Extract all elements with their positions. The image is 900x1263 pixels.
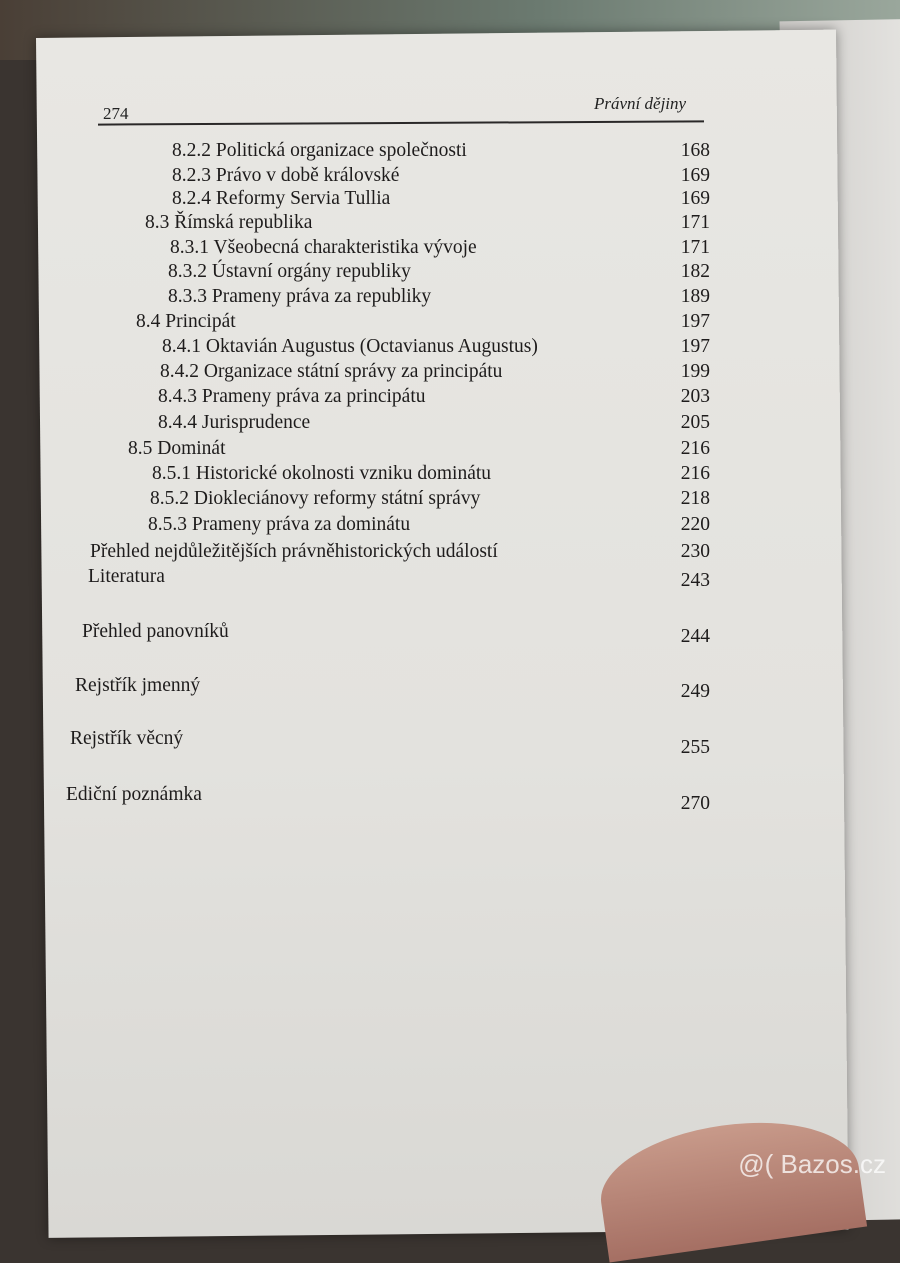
toc-entry-title: 8.3.2 Ústavní orgány republiky bbox=[168, 261, 411, 282]
toc-entry-title: Ediční poznámka bbox=[66, 784, 202, 805]
toc-entry-page: 171 bbox=[680, 237, 710, 258]
toc-entry-title: 8.4.4 Jurisprudence bbox=[158, 412, 311, 433]
toc-entry-page: 255 bbox=[680, 737, 710, 758]
toc-entry-page: 203 bbox=[680, 386, 710, 407]
toc-entry-title: 8.2.4 Reformy Servia Tullia bbox=[172, 188, 391, 209]
toc-entry-page: 244 bbox=[680, 626, 710, 647]
toc-entry-title: 8.5 Dominát bbox=[128, 438, 226, 459]
toc-entry-page: 169 bbox=[680, 165, 710, 186]
toc-entry-title: Přehled panovníků bbox=[82, 621, 229, 642]
toc-entry-page: 182 bbox=[680, 261, 710, 282]
watermark: @( Bazos.cz bbox=[738, 1149, 886, 1179]
running-title: Právní dějiny bbox=[594, 94, 687, 113]
toc-entry-title: 8.3.1 Všeobecná charakteristika vývoje bbox=[170, 237, 477, 258]
toc-entry-page: 243 bbox=[680, 570, 710, 591]
toc-entry-title: 8.5.2 Diokleciánovy reformy státní správy bbox=[150, 488, 481, 509]
toc-entry-page: 197 bbox=[680, 336, 710, 357]
toc-entry-page: 218 bbox=[680, 488, 710, 509]
toc-entry-page: 168 bbox=[680, 140, 710, 161]
toc-entry-page: 171 bbox=[680, 212, 710, 233]
page-number: 274 bbox=[103, 104, 129, 123]
toc-entry-page: 216 bbox=[680, 438, 710, 459]
toc-entry-title: 8.2.2 Politická organizace společnosti bbox=[172, 140, 467, 161]
toc-entry-title: 8.3 Římská republika bbox=[145, 212, 313, 233]
toc-entry-title: 8.4.3 Prameny práva za principátu bbox=[158, 386, 426, 407]
toc-entry-title: 8.4.1 Oktavián Augustus (Octavianus Augustus) bbox=[162, 336, 538, 357]
toc-entry-title: Rejstřík jmenný bbox=[75, 675, 201, 696]
toc-entry-title: 8.3.3 Prameny práva za republiky bbox=[168, 286, 432, 307]
toc-entry-title: 8.5.1 Historické okolnosti vzniku dominátu bbox=[152, 463, 492, 484]
toc-entry-page: 230 bbox=[680, 541, 710, 562]
toc-entry-page: 199 bbox=[680, 361, 710, 382]
toc-entry-page: 189 bbox=[680, 286, 710, 307]
toc-entry-title: Přehled nejdůležitějších právněhistorických událostí bbox=[90, 541, 498, 562]
toc-entry-page: 205 bbox=[680, 412, 710, 433]
toc-entry-title: 8.4.2 Organizace státní správy za principátu bbox=[160, 361, 503, 382]
toc-entry-title: 8.5.3 Prameny práva za dominátu bbox=[148, 514, 411, 535]
toc-entry-page: 220 bbox=[680, 514, 710, 535]
toc-entry-title: Rejstřík věcný bbox=[70, 728, 184, 749]
toc-entry-title: 8.4 Principát bbox=[136, 311, 236, 332]
toc-entry-page: 249 bbox=[680, 681, 710, 702]
toc-entry-page: 270 bbox=[680, 793, 710, 814]
toc-entry-page: 197 bbox=[680, 311, 710, 332]
toc-entry-title: 8.2.3 Právo v době královské bbox=[172, 165, 400, 186]
toc-entry-page: 169 bbox=[680, 188, 710, 209]
toc-entry-title: Literatura bbox=[88, 566, 165, 587]
toc-entry-page: 216 bbox=[680, 463, 710, 484]
